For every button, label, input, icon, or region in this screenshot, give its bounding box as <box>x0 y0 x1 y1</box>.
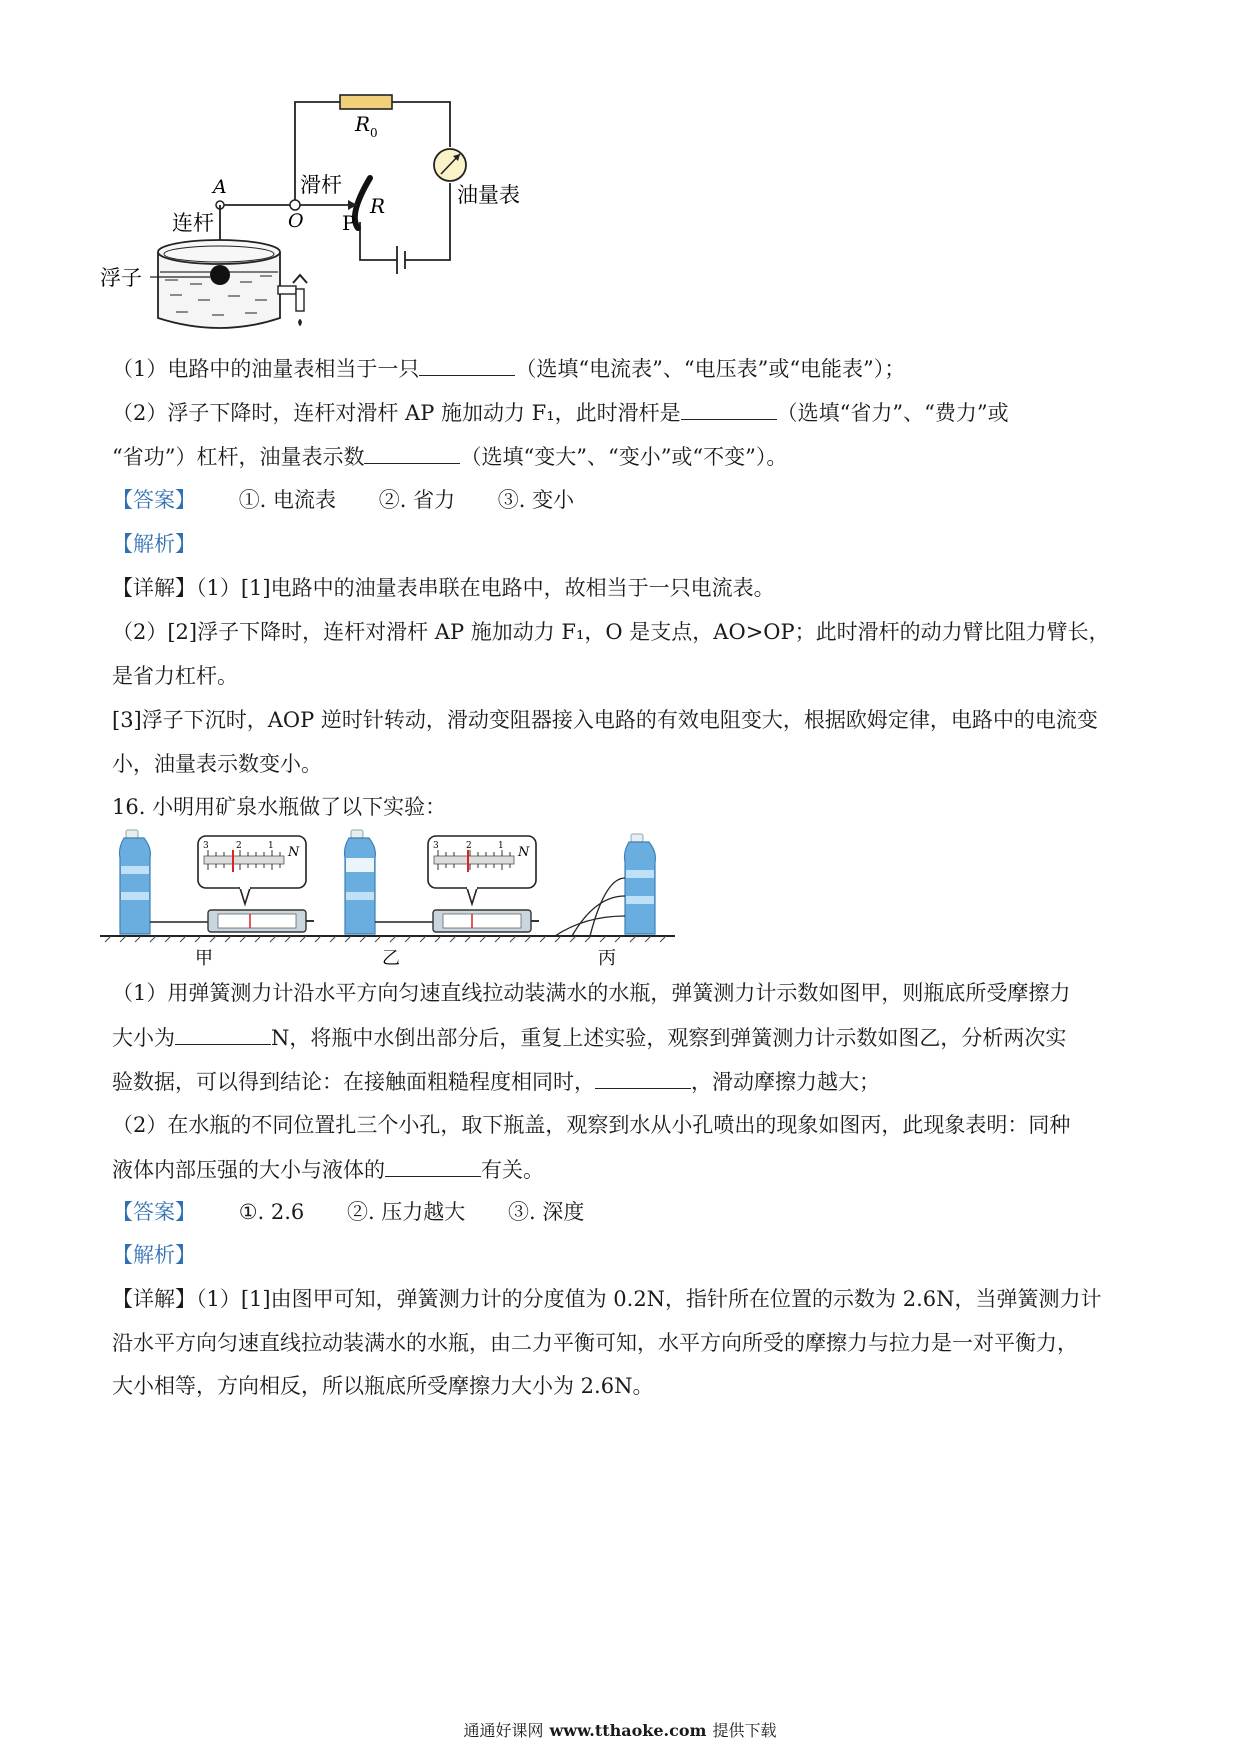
answer-blank[interactable] <box>364 441 460 464</box>
q16-part2-line1: （2）在水瓶的不同位置扎三个小孔，取下瓶盖，观察到水从小孔喷出的现象如图丙，此现象表明：同种 <box>112 1113 1071 1137</box>
float-label: 浮子 <box>100 266 142 290</box>
r0-label: R <box>355 112 371 136</box>
scale-digit: 1 <box>268 841 274 851</box>
scale-zoom-callout <box>198 836 306 904</box>
oil-meter-label: 油量表 <box>457 183 520 207</box>
answer-item: ①. 电流表 <box>238 488 337 512</box>
detail-line: 【详解】（1）[1]电路中的油量表串联在电路中，故相当于一只电流表。 <box>112 576 775 600</box>
r-label: R <box>370 194 386 218</box>
detail-line: 【详解】（1）[1]由图甲可知，弹簧测力计的分度值为 0.2N，指针所在位置的示数为 2.6N，当弹簧测力计 <box>112 1287 1102 1311</box>
scale-digit: 2 <box>236 841 242 851</box>
answer-blank[interactable] <box>681 397 777 420</box>
answer-tag: 【答案】 <box>112 488 196 512</box>
q15-part2-line2: “省功”）杠杆，油量表示数 （选填“变大”、“变小”或“不变”）。 <box>112 441 787 472</box>
tank-rim <box>158 240 280 264</box>
rheostat-arc <box>355 178 370 228</box>
detail-line: （2）[2]浮子下降时，连杆对滑杆 AP 施加动力 F₁，O 是支点，AO>OP；此时滑杆的动力臂比阻力臂长， <box>112 620 1110 644</box>
q16-part1-line2: 大小为 N，将瓶中水倒出部分后，重复上述实验，观察到弹簧测力计示数如图乙，分析两次实 <box>112 1022 1066 1053</box>
q16-part1-line1: （1）用弹簧测力计沿水平方向匀速直线拉动装满水的水瓶，弹簧测力计示数如图甲，则瓶底所受摩擦力 <box>112 981 1071 1005</box>
figure-label-jia: 甲 <box>195 948 213 969</box>
pivot-o <box>290 200 300 210</box>
scale-digit: 1 <box>498 841 504 851</box>
link-label: 连杆 <box>172 211 214 235</box>
water-bottle-icon <box>625 834 656 934</box>
scale-unit: N <box>518 845 530 860</box>
o-label: O <box>288 210 304 232</box>
scale-zoom-callout <box>428 836 536 904</box>
detail-line: 小，油量表示数变小。 <box>112 752 322 776</box>
answer-item: ③. 深度 <box>508 1200 585 1224</box>
r0-subscript: 0 <box>370 126 378 140</box>
scale-digit: 2 <box>466 841 472 851</box>
q16-part1-line3: 验数据，可以得到结论：在接触面粗糙程度相同时， ，滑动摩擦力越大； <box>112 1066 880 1097</box>
detail-line: 沿水平方向匀速直线拉动装满水的水瓶，由二力平衡可知，水平方向所受的摩擦力与拉力是一对平衡力， <box>112 1331 1078 1355</box>
circuit-wire <box>360 222 397 260</box>
answer-item: ②. 省力 <box>378 488 456 512</box>
detail-line: 是省力杠杆。 <box>112 664 238 688</box>
q15-part2-line1: （2）浮子下降时，连杆对滑杆 AP 施加动力 F₁，此时滑杆是 （选填“省力”、“费力”或 <box>112 397 1009 428</box>
water-bottle-icon <box>345 830 376 934</box>
slider-label: 滑杆 <box>300 173 342 197</box>
resistor-r0 <box>340 95 392 109</box>
detail-line: 大小相等，方向相反，所以瓶底所受摩擦力大小为 2.6N。 <box>112 1374 654 1398</box>
footer-link[interactable]: www.tthaoke.com <box>549 1721 707 1740</box>
circuit-wire <box>392 102 450 147</box>
answer-item: ①. 2.6 <box>238 1200 305 1224</box>
analysis-tag: 【解析】 <box>112 1243 196 1267</box>
p-label: P <box>342 211 356 235</box>
scale-digit: 3 <box>203 841 209 851</box>
tap-icon <box>278 275 307 326</box>
oil-gauge-circuit-diagram <box>100 90 600 380</box>
q16-stem: 16. 小明用矿泉水瓶做了以下实验： <box>112 795 447 819</box>
answer-blank[interactable] <box>175 1022 271 1045</box>
answer-blank[interactable] <box>385 1154 481 1177</box>
q16-answer-line <box>112 1197 584 1227</box>
answer-blank[interactable] <box>419 353 515 376</box>
water-bottle-icon <box>120 830 151 934</box>
scale-digit: 3 <box>433 841 439 851</box>
scale-unit: N <box>288 845 300 860</box>
float-ball <box>210 265 230 285</box>
analysis-tag: 【解析】 <box>112 532 196 556</box>
detail-line: [3]浮子下沉时，AOP 逆时针转动，滑动变阻器接入电路的有效电阻变大，根据欧姆定律，电路中的电流变 <box>112 708 1098 732</box>
circuit-wire <box>405 183 450 260</box>
figure-label-yi: 乙 <box>382 948 400 969</box>
a-label: A <box>213 176 227 198</box>
spring-scale-icon <box>433 910 539 932</box>
answer-tag: 【答案】 <box>112 1200 196 1224</box>
answer-item: ②. 压力越大 <box>346 1200 466 1224</box>
q15-part1: （1）电路中的油量表相当于一只 （选填“电流表”、“电压表”或“电能表”）； <box>112 353 905 384</box>
water-jets <box>555 878 625 936</box>
page-footer: 通通好课网 www.tthaoke.com 提供下载 <box>463 1721 777 1740</box>
answer-item: ③. 变小 <box>497 488 575 512</box>
answer-blank[interactable] <box>595 1066 691 1089</box>
q16-part2-line2: 液体内部压强的大小与液体的 有关。 <box>112 1154 544 1185</box>
bottle-experiment-figure <box>100 826 700 971</box>
figure-label-bing: 丙 <box>598 948 616 969</box>
q15-answer-line <box>112 485 574 515</box>
spring-scale-icon <box>208 910 314 932</box>
